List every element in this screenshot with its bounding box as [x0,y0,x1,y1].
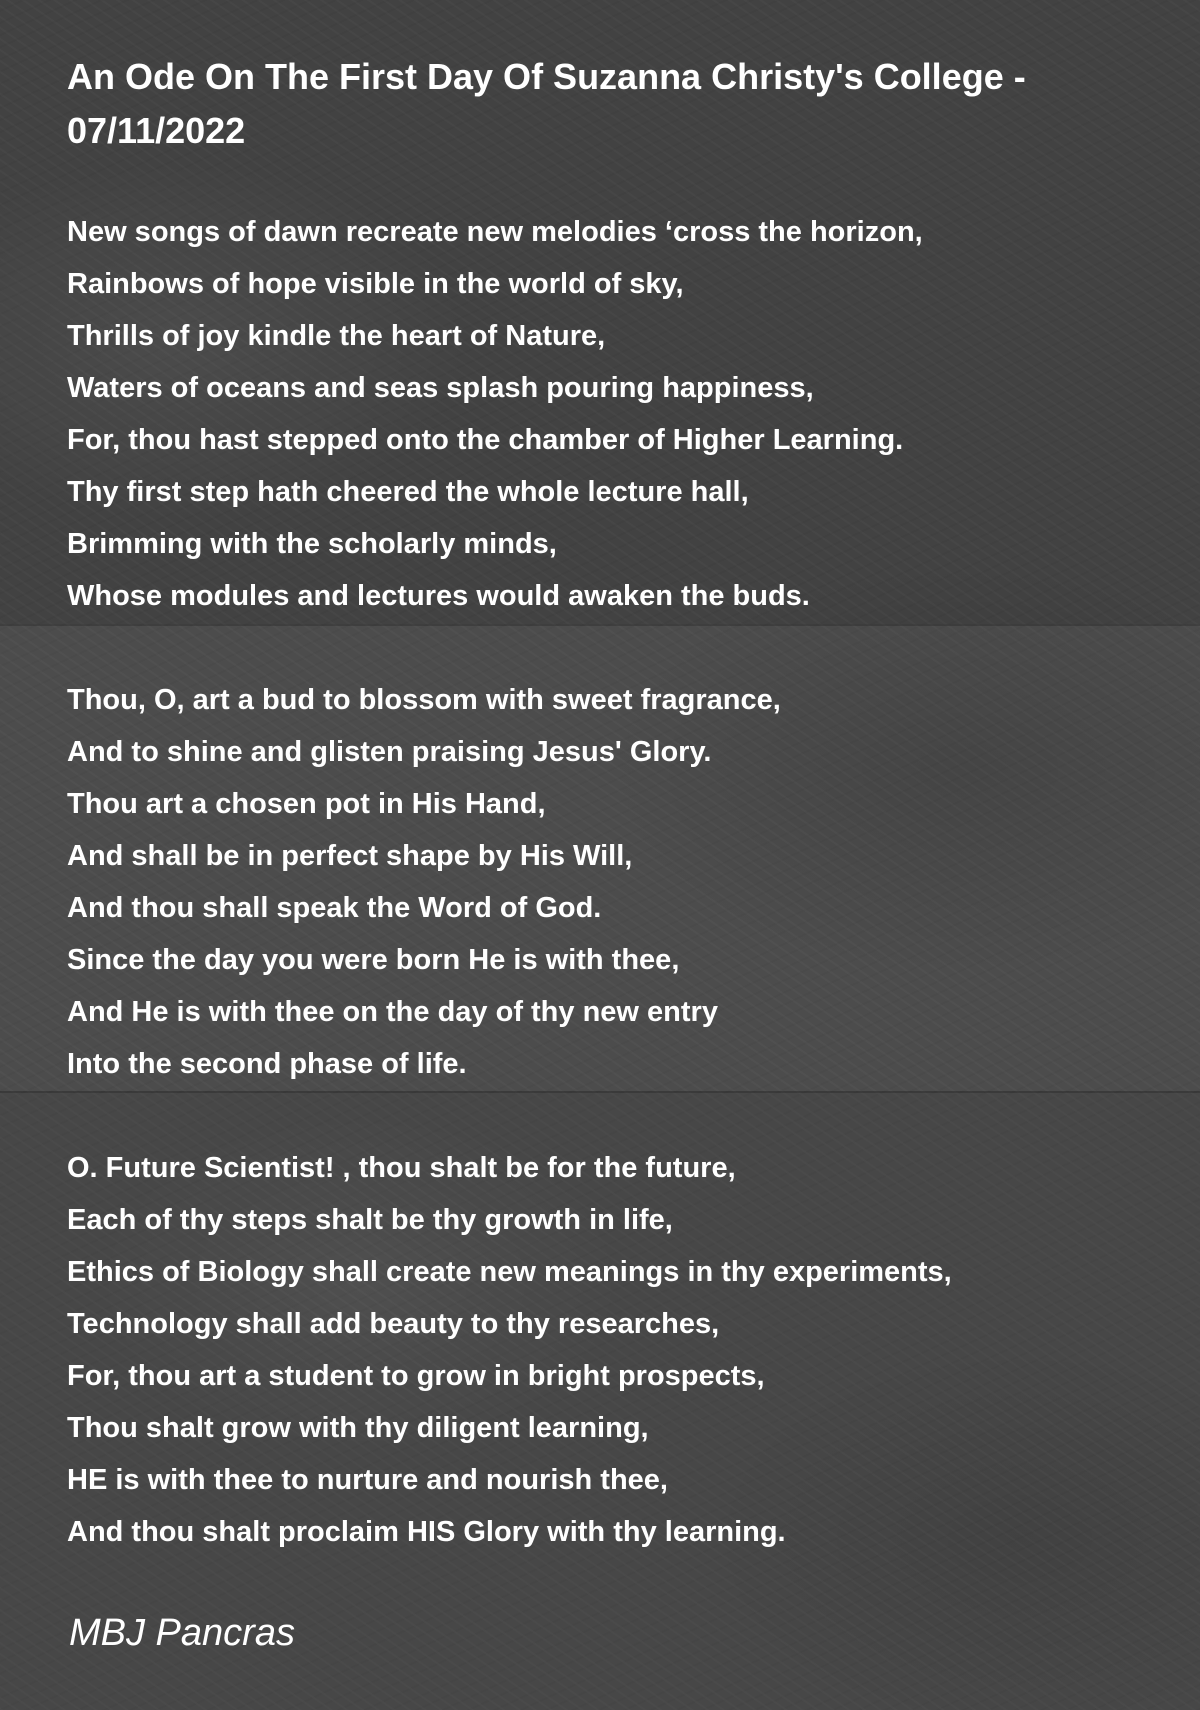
poem-line: Whose modules and lectures would awaken the buds. [67,580,810,612]
poem-line: Waters of oceans and seas splash pouring happiness, [67,372,814,404]
poem-line: Since the day you were born He is with thee, [67,944,680,976]
poem-line: Brimming with the scholarly minds, [67,528,557,560]
poem-line: And thou shalt proclaim HIS Glory with thy learning. [67,1516,786,1548]
poem-line: Rainbows of hope visible in the world of sky, [67,268,684,300]
poem-line: And to shine and glisten praising Jesus' Glory. [67,736,712,768]
poem-line: And thou shall speak the Word of God. [67,892,602,924]
poem-line: For, thou art a student to grow in bright prospects, [67,1360,765,1392]
poem-line: And shall be in perfect shape by His Will, [67,840,633,872]
poem-line: Into the second phase of life. [67,1048,467,1080]
poem-line: New songs of dawn recreate new melodies ‘cross the horizon, [67,216,923,248]
poem-line: Thrills of joy kindle the heart of Nature, [67,320,606,352]
stanza-3 [67,1142,1147,1558]
poem-card [67,50,1147,1558]
poem-line: O. Future Scientist! , thou shalt be for the future, [67,1152,736,1184]
poem-line: For, thou hast stepped onto the chamber of Higher Learning. [67,424,904,456]
author-name: MBJ Pancras [69,1612,295,1654]
poem-line: Each of thy steps shalt be thy growth in life, [67,1204,673,1236]
poem-line: Ethics of Biology shall create new meanings in thy experiments, [67,1256,952,1288]
poem-line: Thy first step hath cheered the whole lecture hall, [67,476,749,508]
poem-line: Thou art a chosen pot in His Hand, [67,788,546,820]
poem-line: And He is with thee on the day of thy new entry [67,996,718,1028]
poem-title: An Ode On The First Day Of Suzanna Christy's College - 07/11/2022 [67,56,1026,151]
poem-line: Technology shall add beauty to thy researches, [67,1308,720,1340]
stanza-1 [67,206,1147,622]
stanza-2 [67,674,1147,1090]
poem-line: Thou shalt grow with thy diligent learning, [67,1412,649,1444]
poem-line: Thou, O, art a bud to blossom with sweet fragrance, [67,684,781,716]
poem-line: HE is with thee to nurture and nourish thee, [67,1464,668,1496]
